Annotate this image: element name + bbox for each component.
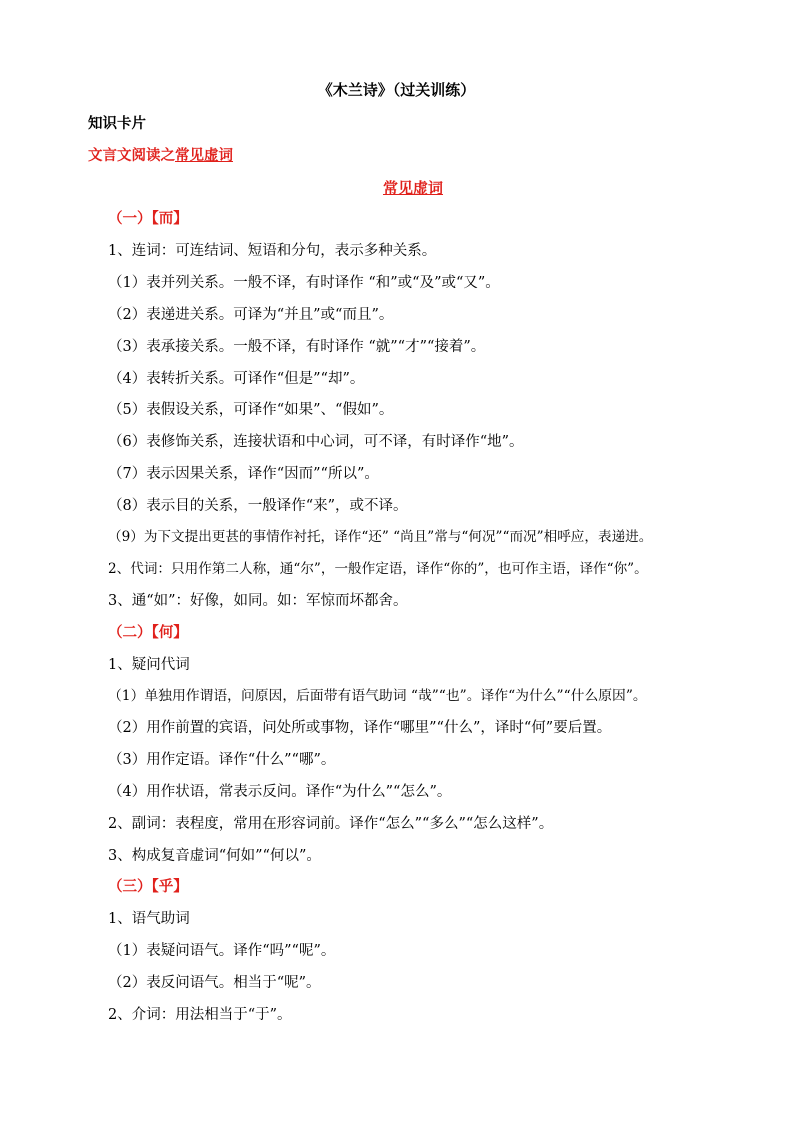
text-line: （9）为下文提出更甚的事情作衬托，译作“还” “尚且”常与“何况”“而况”相呼应，表递进。 — [108, 529, 653, 545]
text-line: （1）表疑问语气。译作“吗”“呢”。 — [108, 943, 336, 959]
red-heading-underlined: 常见虚词 — [175, 147, 233, 164]
text-line: （4）表转折关系。可译作“但是”“却”。 — [108, 371, 365, 387]
text-line: （7）表示因果关系，译作“因而”“所以”。 — [108, 466, 379, 482]
section-heading: （一）【而】 — [108, 210, 188, 227]
text-line: （2）表反问语气。相当于“呢”。 — [108, 975, 321, 991]
text-line: （2）表递进关系。可译为“并且”或“而且”。 — [108, 307, 394, 323]
document-title: 《木兰诗》（过关训练） — [317, 81, 476, 99]
text-line: （6）表修饰关系，连接状语和中心词，可不译，有时译作“地”。 — [108, 434, 524, 450]
text-line: （3）用作定语。译作“什么”“哪”。 — [108, 752, 336, 768]
text-line: （4）用作状语，常表示反问。译作“为什么”“怎么”。 — [108, 784, 452, 800]
text-line: 3、通“如”：好像，如同。如：军惊而坏都舍。 — [108, 593, 408, 609]
text-line: （8）表示目的关系，一般译作“来”，或不译。 — [108, 498, 408, 514]
red-heading — [88, 146, 233, 166]
text-line: （5）表假设关系，可译作“如果”、“假如”。 — [108, 402, 394, 418]
text-line: （1）单独用作谓语，问原因，后面带有语气助词 “哉”“也”。译作“为什么”“什么原因”。 — [108, 688, 647, 704]
center-heading: 常见虚词 — [382, 179, 443, 197]
text-line: 3、构成复音虚词“何如”“何以”。 — [108, 848, 321, 864]
text-line: 1、语气助词 — [108, 911, 190, 927]
text-line: 2、介词：用法相当于“于”。 — [108, 1007, 292, 1023]
section-label: 知识卡片 — [88, 115, 146, 132]
text-line: （1）表并列关系。一般不译，有时译作 “和”或“及”或“又”。 — [108, 275, 500, 291]
text-line: （2）用作前置的宾语，问处所或事物，译作“哪里”“什么”，译时“何”要后置。 — [108, 720, 612, 736]
text-line: 1、连词：可连结词、短语和分句，表示多种关系。 — [108, 243, 437, 259]
text-line: （3）表承接关系。一般不译，有时译作 “就”“才”“接着”。 — [108, 339, 486, 355]
text-line: 2、副词：表程度，常用在形容词前。译作“怎么”“多么”“怎么这样”。 — [108, 816, 554, 832]
text-line: 1、疑问代词 — [108, 657, 190, 673]
red-heading-prefix: 文言文阅读之 — [88, 147, 175, 164]
section-heading: （三）【乎】 — [108, 878, 188, 895]
text-line: 2、代词：只用作第二人称，通“尔”，一般作定语，译作“你的”，也可作主语，译作“你”。 — [108, 561, 648, 577]
section-heading: （二）【何】 — [108, 624, 188, 641]
